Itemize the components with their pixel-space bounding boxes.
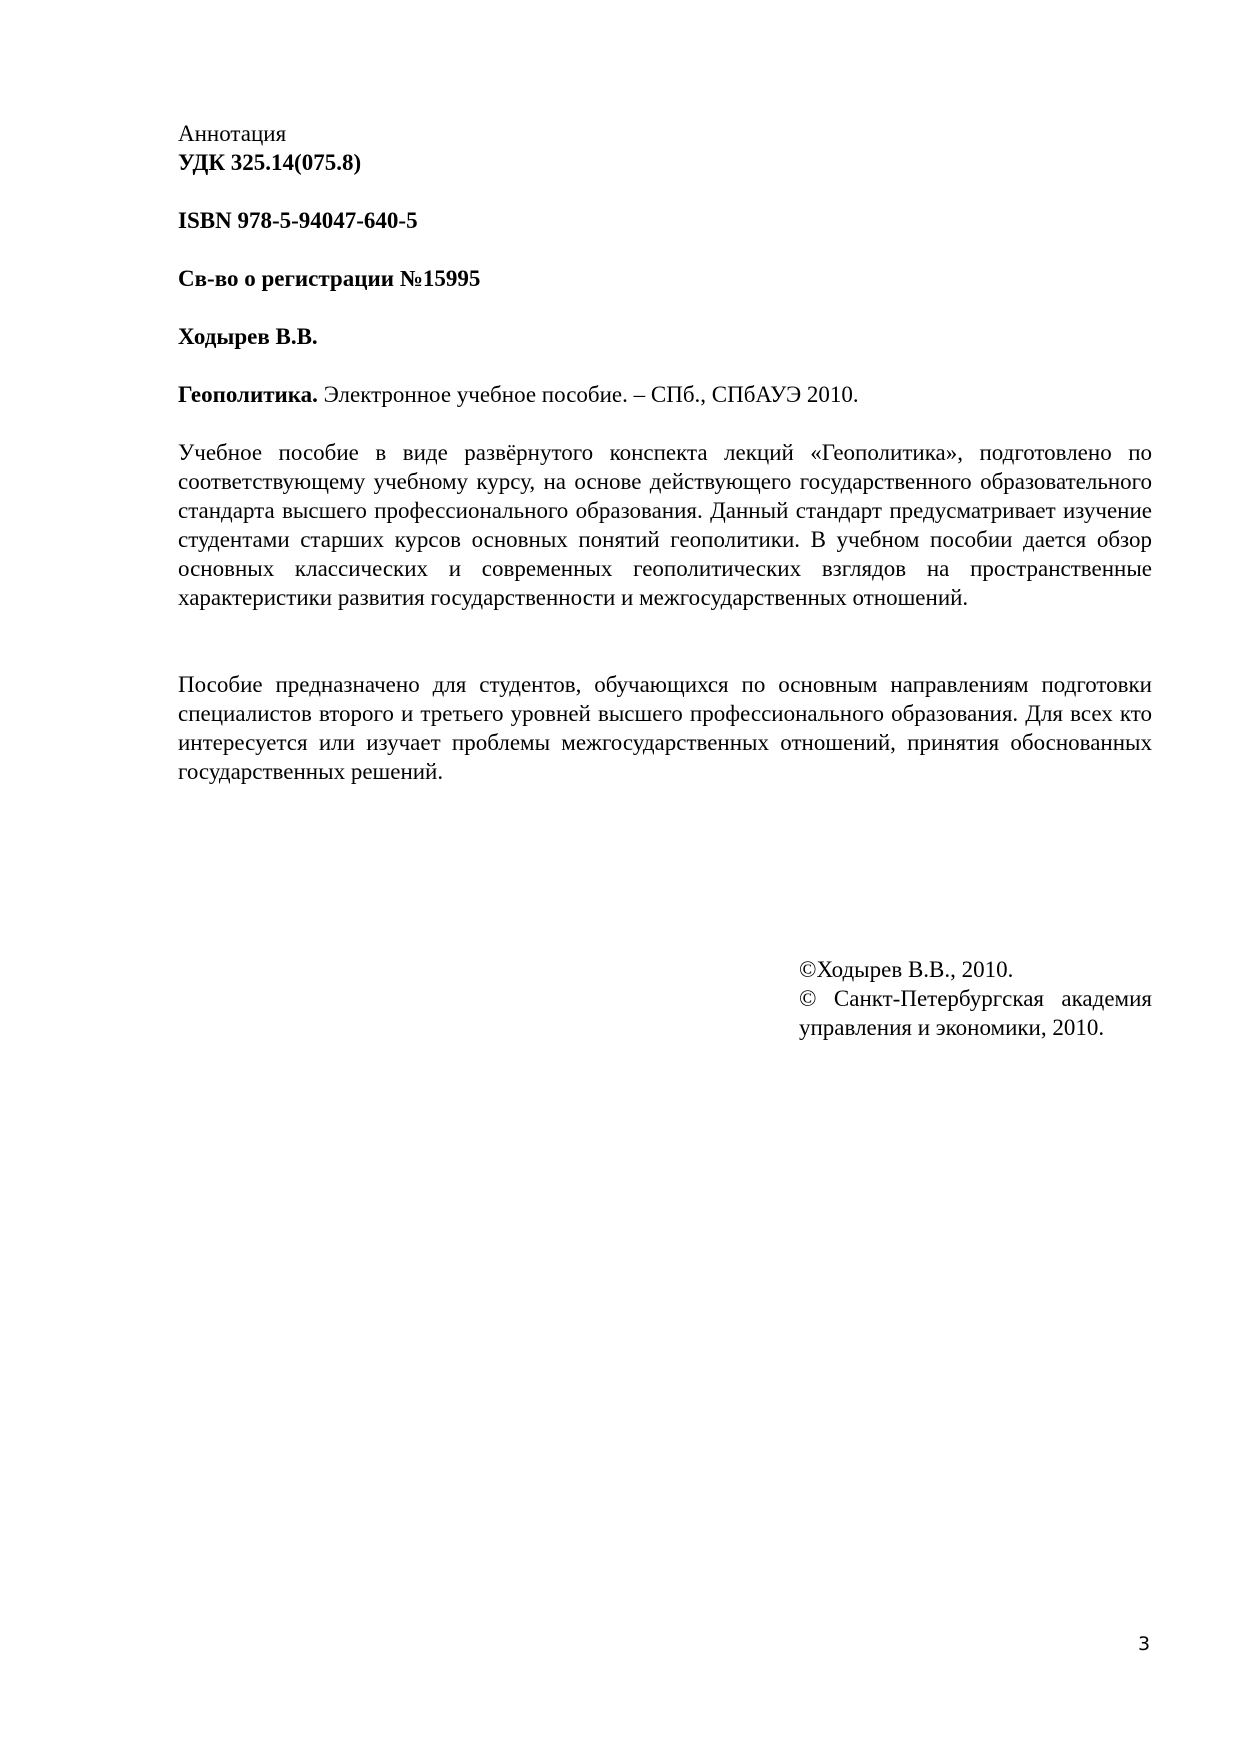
copyright-academy: © Санкт-Петербургская академия управления и экономики, 2010. bbox=[799, 986, 1152, 1040]
annotation-label: Аннотация bbox=[178, 121, 287, 146]
book-title: Геополитика. bbox=[178, 382, 318, 407]
registration-number: Св-во о регистрации №15995 bbox=[178, 266, 481, 291]
udk-code: УДК 325.14(075.8) bbox=[178, 150, 362, 175]
copyright-block bbox=[799, 955, 1152, 1042]
title-line bbox=[178, 380, 1152, 409]
abstract-paragraph-2: Пособие предназначено для студентов, обучающихся по основным направлениям подготовки специалистов второго и третьего уровней высшего профессионального образования. Для всех кто интересуется или изучает проблемы межгосударственных отношений, принятия обоснованных государственных решений. bbox=[178, 672, 1152, 784]
abstract-paragraph-1: Учебное пособие в виде развёрнутого конспекта лекций «Геополитика», подготовлено по соответствующему учебному курсу, на основе действующего государственного образовательного стандарта высшего профессионального образования. Данный стандарт предусматривает изучение студентами старших курсов основных понятий геополитики. В учебном пособии дается обзор основных классических и современных геополитических взглядов на пространственные характеристики развития государственности и межгосударственных отношений. bbox=[178, 440, 1152, 610]
isbn-code: ISBN 978-5-94047-640-5 bbox=[178, 208, 418, 233]
book-description: Электронное учебное пособие. – СПб., СПбАУЭ 2010. bbox=[317, 382, 859, 407]
page-number: 3 bbox=[1138, 1633, 1151, 1655]
copyright-author: ©Ходырев В.В., 2010. bbox=[799, 957, 1014, 982]
author-name: Ходырев В.В. bbox=[178, 324, 318, 349]
